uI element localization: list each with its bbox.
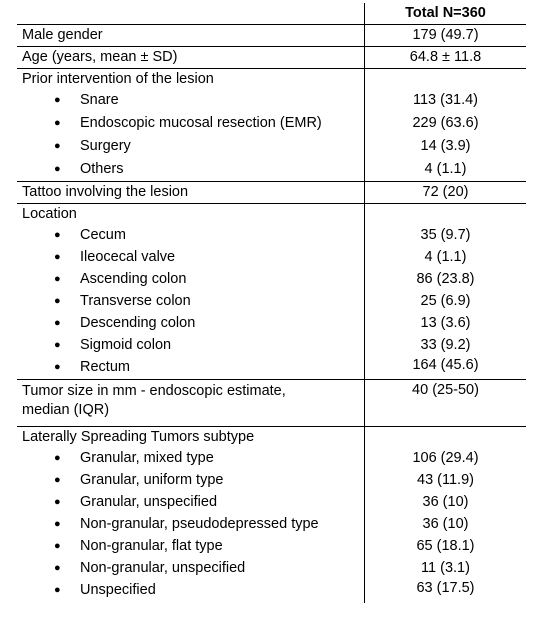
list-item <box>17 90 526 113</box>
bullet-icon: ● <box>54 518 61 530</box>
section-heading: Location <box>22 206 77 222</box>
row-value: 36 (10) <box>364 492 526 514</box>
row-label: Granular, uniform type <box>80 472 224 488</box>
row-value <box>364 69 526 90</box>
row-value: 4 (1.1) <box>364 247 526 269</box>
row-label: Tattoo involving the lesion <box>22 184 189 200</box>
list-item <box>17 113 526 136</box>
row-value: 35 (9.7) <box>364 225 526 247</box>
row-label-line2: median (IQR) <box>22 402 110 418</box>
row-label: Others <box>80 161 124 177</box>
list-item <box>17 136 526 159</box>
list-item <box>17 492 526 514</box>
row-value <box>364 204 526 225</box>
row-value: 40 (25-50) <box>364 380 526 426</box>
row-value: 36 (10) <box>364 514 526 536</box>
row-label: Descending colon <box>80 315 196 331</box>
section-heading-row <box>17 427 526 448</box>
section-heading: Prior intervention of the lesion <box>22 71 214 87</box>
row-value: 164 (45.6) <box>364 357 526 379</box>
row-label: Ileocecal valve <box>80 249 176 265</box>
row-label: Snare <box>80 92 119 108</box>
row-value: 25 (6.9) <box>364 291 526 313</box>
row-label: Granular, unspecified <box>80 494 218 510</box>
row-label: Ascending colon <box>80 271 187 287</box>
bullet-icon: ● <box>54 117 61 129</box>
row-label: Granular, mixed type <box>80 450 214 466</box>
list-item <box>17 225 526 247</box>
row-value: 106 (29.4) <box>364 448 526 470</box>
list-item <box>17 291 526 313</box>
bullet-icon: ● <box>54 251 61 263</box>
bullet-icon: ● <box>54 562 61 574</box>
bullet-icon: ● <box>54 317 61 329</box>
row-label-line1: Tumor size in mm - endoscopic estimate, <box>22 383 286 399</box>
row-value: 179 (49.7) <box>364 25 526 46</box>
list-item <box>17 448 526 470</box>
row-label: Cecum <box>80 227 126 243</box>
row-value: 72 (20) <box>364 182 526 203</box>
list-item <box>17 536 526 558</box>
row-value <box>364 427 526 448</box>
table-row <box>17 182 526 204</box>
list-item <box>17 514 526 536</box>
row-label: Male gender <box>22 27 103 43</box>
table-row <box>17 380 526 427</box>
bullet-icon: ● <box>54 94 61 106</box>
bullet-icon: ● <box>54 229 61 241</box>
list-item <box>17 357 526 380</box>
bullet-icon: ● <box>54 295 61 307</box>
bullet-icon: ● <box>54 452 61 464</box>
list-item <box>17 470 526 492</box>
bullet-icon: ● <box>54 540 61 552</box>
row-label: Rectum <box>80 359 130 375</box>
row-label: Endoscopic mucosal resection (EMR) <box>80 115 322 131</box>
row-label: Age (years, mean ± SD) <box>22 49 178 65</box>
row-label: Sigmoid colon <box>80 337 172 353</box>
list-item <box>17 335 526 357</box>
bullet-icon: ● <box>54 584 61 596</box>
row-label: Non-granular, flat type <box>80 538 223 554</box>
row-label: Non-granular, pseudodepressed type <box>80 516 319 532</box>
row-value: 65 (18.1) <box>364 536 526 558</box>
bullet-icon: ● <box>54 361 61 373</box>
section-heading-row <box>17 69 526 90</box>
list-item <box>17 269 526 291</box>
list-item <box>17 580 526 603</box>
bullet-icon: ● <box>54 273 61 285</box>
bullet-icon: ● <box>54 496 61 508</box>
row-label: Transverse colon <box>80 293 191 309</box>
section-heading: Laterally Spreading Tumors subtype <box>22 429 255 445</box>
row-value: 13 (3.6) <box>364 313 526 335</box>
bullet-icon: ● <box>54 474 61 486</box>
list-item <box>17 159 526 182</box>
characteristics-table <box>17 3 526 603</box>
list-item <box>17 558 526 580</box>
row-value: 11 (3.1) <box>364 558 526 580</box>
row-value: 113 (31.4) <box>364 90 526 113</box>
table-header-row <box>17 3 526 25</box>
table-row <box>17 47 526 69</box>
table-row <box>17 25 526 47</box>
row-label: Unspecified <box>80 582 156 598</box>
row-label: Surgery <box>80 138 131 154</box>
row-value: 4 (1.1) <box>364 159 526 181</box>
row-value: 64.8 ± 11.8 <box>364 47 526 68</box>
row-label: Non-granular, unspecified <box>80 560 246 576</box>
row-value: 43 (11.9) <box>364 470 526 492</box>
row-value: 33 (9.2) <box>364 335 526 357</box>
header-label-cell <box>17 3 364 24</box>
bullet-icon: ● <box>54 339 61 351</box>
row-value: 229 (63.6) <box>364 113 526 136</box>
section-heading-row <box>17 204 526 225</box>
row-value: 14 (3.9) <box>364 136 526 159</box>
bullet-icon: ● <box>54 140 61 152</box>
bullet-icon: ● <box>54 163 61 175</box>
list-item <box>17 247 526 269</box>
row-value: 63 (17.5) <box>364 580 526 603</box>
header-total-cell: Total N=360 <box>364 3 526 24</box>
list-item <box>17 313 526 335</box>
row-value: 86 (23.8) <box>364 269 526 291</box>
